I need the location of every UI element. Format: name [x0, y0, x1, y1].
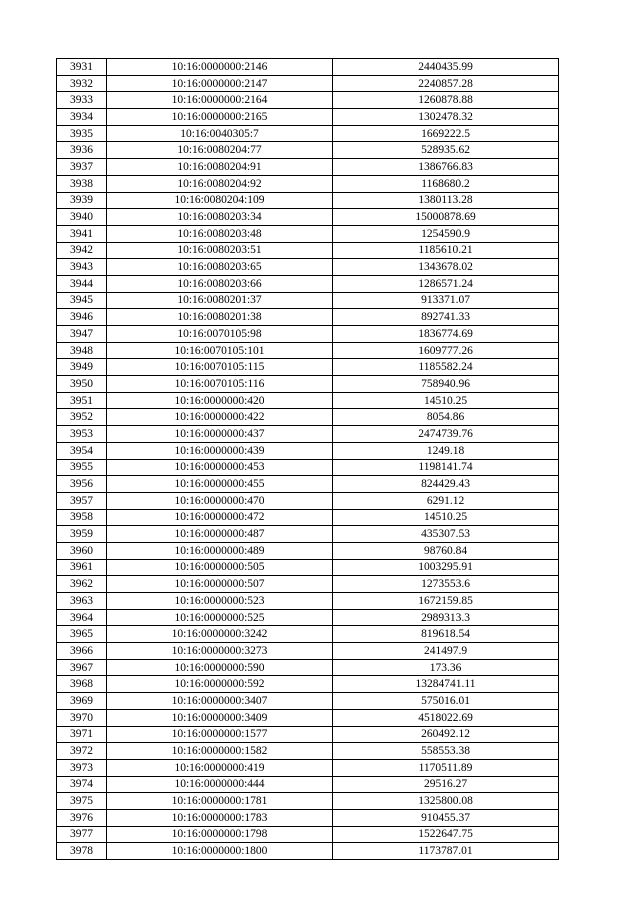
row-number-cell: 3958 [57, 509, 107, 526]
value-cell: 2240857.28 [333, 75, 559, 92]
table-row [57, 743, 559, 760]
value-cell: 1386766.83 [333, 159, 559, 176]
cadastral-number-cell: 10:16:0000000:590 [107, 659, 333, 676]
cadastral-number-cell: 10:16:0000000:487 [107, 526, 333, 543]
row-number-cell: 3957 [57, 492, 107, 509]
value-cell: 1380113.28 [333, 192, 559, 209]
cadastral-number-cell: 10:16:0000000:439 [107, 442, 333, 459]
value-cell: 98760.84 [333, 542, 559, 559]
table-row [57, 726, 559, 743]
cadastral-number-cell: 10:16:0000000:3242 [107, 626, 333, 643]
value-cell: 892741.33 [333, 309, 559, 326]
value-cell: 2474739.76 [333, 426, 559, 443]
value-cell: 1286571.24 [333, 275, 559, 292]
value-cell: 241497.9 [333, 643, 559, 660]
row-number-cell: 3940 [57, 209, 107, 226]
table-row [57, 125, 559, 142]
value-cell: 1669222.5 [333, 125, 559, 142]
value-cell: 8054.86 [333, 409, 559, 426]
table-row [57, 426, 559, 443]
cadastral-number-cell: 10:16:0080203:66 [107, 275, 333, 292]
row-number-cell: 3966 [57, 643, 107, 660]
table-row [57, 59, 559, 76]
row-number-cell: 3972 [57, 743, 107, 760]
value-cell: 14510.25 [333, 509, 559, 526]
cadastral-number-cell: 10:16:0080204:91 [107, 159, 333, 176]
value-cell: 1254590.9 [333, 225, 559, 242]
table-row [57, 709, 559, 726]
row-number-cell: 3952 [57, 409, 107, 426]
value-cell: 1173787.01 [333, 843, 559, 860]
value-cell: 6291.12 [333, 492, 559, 509]
row-number-cell: 3937 [57, 159, 107, 176]
table-row [57, 175, 559, 192]
cadastral-number-cell: 10:16:0000000:455 [107, 476, 333, 493]
table-row [57, 242, 559, 259]
cadastral-number-cell: 10:16:0000000:3273 [107, 643, 333, 660]
row-number-cell: 3978 [57, 843, 107, 860]
row-number-cell: 3965 [57, 626, 107, 643]
cadastral-number-cell: 10:16:0000000:1582 [107, 743, 333, 760]
row-number-cell: 3953 [57, 426, 107, 443]
value-cell: 1609777.26 [333, 342, 559, 359]
value-cell: 435307.53 [333, 526, 559, 543]
table-row [57, 342, 559, 359]
value-cell: 913371.07 [333, 292, 559, 309]
table-row [57, 559, 559, 576]
row-number-cell: 3950 [57, 376, 107, 393]
cadastral-number-cell: 10:16:0000000:453 [107, 459, 333, 476]
table-row [57, 309, 559, 326]
row-number-cell: 3945 [57, 292, 107, 309]
value-cell: 4518022.69 [333, 709, 559, 726]
table-row [57, 492, 559, 509]
table-body [57, 59, 559, 860]
value-cell: 1260878.88 [333, 92, 559, 109]
row-number-cell: 3949 [57, 359, 107, 376]
row-number-cell: 3944 [57, 275, 107, 292]
cadastral-number-cell: 10:16:0000000:419 [107, 759, 333, 776]
row-number-cell: 3963 [57, 593, 107, 610]
cadastral-number-cell: 10:16:0070105:116 [107, 376, 333, 393]
row-number-cell: 3973 [57, 759, 107, 776]
value-cell: 758940.96 [333, 376, 559, 393]
cadastral-number-cell: 10:16:0000000:1577 [107, 726, 333, 743]
cadastral-number-cell: 10:16:0080204:92 [107, 175, 333, 192]
value-cell: 1273553.6 [333, 576, 559, 593]
row-number-cell: 3976 [57, 809, 107, 826]
value-cell: 528935.62 [333, 142, 559, 159]
row-number-cell: 3943 [57, 259, 107, 276]
row-number-cell: 3936 [57, 142, 107, 159]
cadastral-number-cell: 10:16:0000000:523 [107, 593, 333, 610]
table-row [57, 259, 559, 276]
table-row [57, 809, 559, 826]
table-row [57, 793, 559, 810]
value-cell: 1170511.89 [333, 759, 559, 776]
value-cell: 824429.43 [333, 476, 559, 493]
value-cell: 2440435.99 [333, 59, 559, 76]
table-row [57, 159, 559, 176]
row-number-cell: 3933 [57, 92, 107, 109]
table-row [57, 759, 559, 776]
table-row [57, 392, 559, 409]
value-cell: 1522647.75 [333, 826, 559, 843]
cadastral-number-cell: 10:16:0000000:1781 [107, 793, 333, 810]
cadastral-number-cell: 10:16:0000000:2147 [107, 75, 333, 92]
cadastral-number-cell: 10:16:0000000:505 [107, 559, 333, 576]
value-cell: 575016.01 [333, 693, 559, 710]
value-cell: 910455.37 [333, 809, 559, 826]
value-cell: 1343678.02 [333, 259, 559, 276]
cadastral-number-cell: 10:16:0000000:3407 [107, 693, 333, 710]
table-row [57, 225, 559, 242]
cadastral-number-cell: 10:16:0070105:98 [107, 326, 333, 343]
row-number-cell: 3935 [57, 125, 107, 142]
table-row [57, 693, 559, 710]
value-cell: 1249.18 [333, 442, 559, 459]
table-row [57, 509, 559, 526]
cadastral-number-cell: 10:16:0080203:65 [107, 259, 333, 276]
table-row [57, 292, 559, 309]
table-row [57, 476, 559, 493]
value-cell: 1836774.69 [333, 326, 559, 343]
cadastral-number-cell: 10:16:0000000:472 [107, 509, 333, 526]
value-cell: 1198141.74 [333, 459, 559, 476]
cadastral-number-cell: 10:16:0080204:77 [107, 142, 333, 159]
cadastral-number-cell: 10:16:0080203:51 [107, 242, 333, 259]
value-cell: 819618.54 [333, 626, 559, 643]
cadastral-number-cell: 10:16:0000000:2146 [107, 59, 333, 76]
value-cell: 1185582.24 [333, 359, 559, 376]
table-row [57, 676, 559, 693]
row-number-cell: 3956 [57, 476, 107, 493]
row-number-cell: 3969 [57, 693, 107, 710]
value-cell: 1168680.2 [333, 175, 559, 192]
row-number-cell: 3932 [57, 75, 107, 92]
cadastral-number-cell: 10:16:0000000:525 [107, 609, 333, 626]
table-row [57, 109, 559, 126]
table-row [57, 576, 559, 593]
table-row [57, 626, 559, 643]
row-number-cell: 3951 [57, 392, 107, 409]
cadastral-number-cell: 10:16:0000000:422 [107, 409, 333, 426]
cadastral-number-cell: 10:16:0000000:1783 [107, 809, 333, 826]
table-row [57, 142, 559, 159]
table-row [57, 826, 559, 843]
value-cell: 173.36 [333, 659, 559, 676]
cadastral-number-cell: 10:16:0040305:7 [107, 125, 333, 142]
cadastral-number-cell: 10:16:0000000:1800 [107, 843, 333, 860]
cadastral-number-cell: 10:16:0000000:444 [107, 776, 333, 793]
table-row [57, 326, 559, 343]
row-number-cell: 3959 [57, 526, 107, 543]
row-number-cell: 3954 [57, 442, 107, 459]
value-cell: 14510.25 [333, 392, 559, 409]
table-row [57, 609, 559, 626]
value-cell: 1185610.21 [333, 242, 559, 259]
table-row [57, 92, 559, 109]
cadastral-number-cell: 10:16:0000000:592 [107, 676, 333, 693]
table-row [57, 209, 559, 226]
cadastral-number-cell: 10:16:0000000:507 [107, 576, 333, 593]
data-table [56, 58, 559, 860]
cadastral-number-cell: 10:16:0000000:1798 [107, 826, 333, 843]
row-number-cell: 3948 [57, 342, 107, 359]
cadastral-number-cell: 10:16:0070105:115 [107, 359, 333, 376]
row-number-cell: 3934 [57, 109, 107, 126]
table-row [57, 459, 559, 476]
value-cell: 2989313.3 [333, 609, 559, 626]
row-number-cell: 3961 [57, 559, 107, 576]
cadastral-number-cell: 10:16:0000000:3409 [107, 709, 333, 726]
row-number-cell: 3955 [57, 459, 107, 476]
row-number-cell: 3975 [57, 793, 107, 810]
value-cell: 29516.27 [333, 776, 559, 793]
row-number-cell: 3964 [57, 609, 107, 626]
table-row [57, 526, 559, 543]
row-number-cell: 3947 [57, 326, 107, 343]
cadastral-number-cell: 10:16:0000000:2165 [107, 109, 333, 126]
row-number-cell: 3939 [57, 192, 107, 209]
value-cell: 1672159.85 [333, 593, 559, 610]
row-number-cell: 3968 [57, 676, 107, 693]
value-cell: 15000878.69 [333, 209, 559, 226]
cadastral-number-cell: 10:16:0080201:37 [107, 292, 333, 309]
row-number-cell: 3938 [57, 175, 107, 192]
cadastral-number-cell: 10:16:0080203:34 [107, 209, 333, 226]
cadastral-number-cell: 10:16:0070105:101 [107, 342, 333, 359]
table-row [57, 659, 559, 676]
table-row [57, 359, 559, 376]
value-cell: 260492.12 [333, 726, 559, 743]
value-cell: 1003295.91 [333, 559, 559, 576]
row-number-cell: 3931 [57, 59, 107, 76]
row-number-cell: 3962 [57, 576, 107, 593]
value-cell: 13284741.11 [333, 676, 559, 693]
cadastral-number-cell: 10:16:0080204:109 [107, 192, 333, 209]
value-cell: 1302478.32 [333, 109, 559, 126]
row-number-cell: 3971 [57, 726, 107, 743]
table-row [57, 75, 559, 92]
row-number-cell: 3946 [57, 309, 107, 326]
row-number-cell: 3970 [57, 709, 107, 726]
cadastral-number-cell: 10:16:0000000:437 [107, 426, 333, 443]
value-cell: 1325800.08 [333, 793, 559, 810]
table-row [57, 843, 559, 860]
cadastral-number-cell: 10:16:0080203:48 [107, 225, 333, 242]
value-cell: 558553.38 [333, 743, 559, 760]
row-number-cell: 3941 [57, 225, 107, 242]
table-row [57, 275, 559, 292]
table-row [57, 376, 559, 393]
cadastral-number-cell: 10:16:0000000:2164 [107, 92, 333, 109]
table-row [57, 409, 559, 426]
table-row [57, 192, 559, 209]
cadastral-number-cell: 10:16:0000000:470 [107, 492, 333, 509]
table-row [57, 542, 559, 559]
cadastral-number-cell: 10:16:0080201:38 [107, 309, 333, 326]
table-row [57, 442, 559, 459]
row-number-cell: 3977 [57, 826, 107, 843]
row-number-cell: 3967 [57, 659, 107, 676]
cadastral-number-cell: 10:16:0000000:489 [107, 542, 333, 559]
row-number-cell: 3942 [57, 242, 107, 259]
table-row [57, 776, 559, 793]
row-number-cell: 3974 [57, 776, 107, 793]
row-number-cell: 3960 [57, 542, 107, 559]
table-row [57, 593, 559, 610]
cadastral-number-cell: 10:16:0000000:420 [107, 392, 333, 409]
table-row [57, 643, 559, 660]
